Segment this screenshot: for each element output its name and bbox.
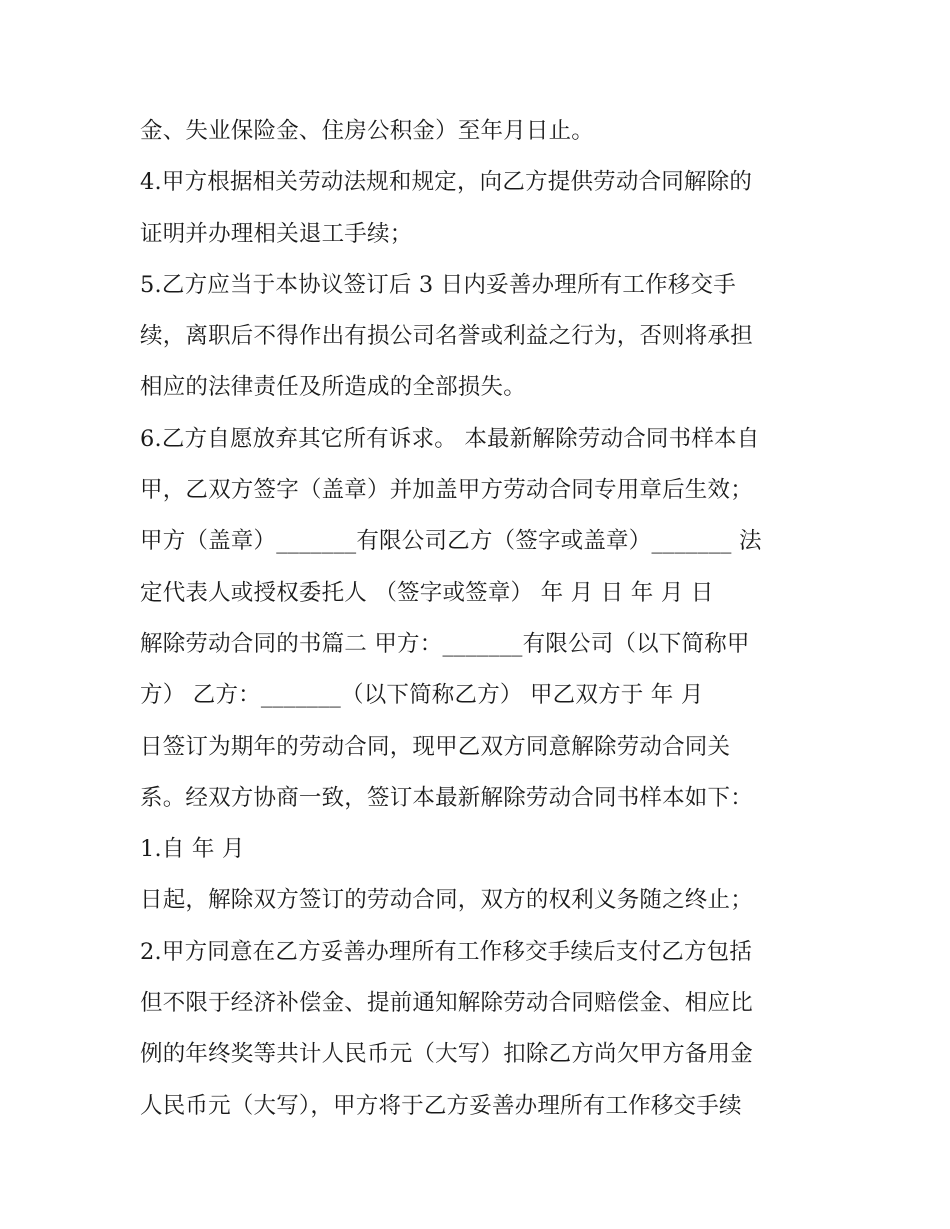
text-line: 6.乙方自愿放弃其它所有诉求。 本最新解除劳动合同书样本自 (140, 425, 760, 452)
text-line: 2.甲方同意在乙方妥善办理所有工作移交手续后支付乙方包括 (140, 938, 753, 965)
text-line: 定代表人或授权委托人 （签字或签章） 年 月 日 年 月 日 (140, 579, 714, 606)
text-line: 解除劳动合同的书篇二 甲方：_______有限公司（以下简称甲 (140, 630, 750, 657)
text-line: 但不限于经济补偿金、提前通知解除劳动合同赔偿金、相应比 (140, 990, 753, 1017)
document-body (140, 106, 840, 1132)
text-line: 甲，乙双方签字（盖章）并加盖甲方劳动合同专用章后生效； (140, 477, 753, 504)
text-line: 金、失业保险金、住房公积金）至年月日止。 (140, 118, 595, 144)
text-line: 续，离职后不得作出有损公司名誉或利益之行为，否则将承担 (140, 323, 753, 350)
text-line: 甲方（盖章）_______有限公司乙方（签字或盖章）_______ 法 (140, 528, 762, 555)
text-line: 系。经双方协商一致，签订本最新解除劳动合同书样本如下： (140, 784, 753, 811)
text-line: 相应的法律责任及所造成的全部损失。 (140, 374, 526, 401)
text-line: 人民币元（大写），甲方将于乙方妥善办理所有工作移交手续 (140, 1092, 742, 1119)
text-line: 例的年终奖等共计人民币元（大写）扣除乙方尚欠甲方备用金 (140, 1041, 753, 1068)
text-line: 5.乙方应当于本协议签订后 3 日内妥善办理所有工作移交手 (140, 271, 736, 298)
text-line: 证明并办理相关退工手续； (140, 220, 413, 247)
text-line: 4.甲方根据相关劳动法规和规定，向乙方提供劳动合同解除的 (140, 169, 753, 196)
text-line: 日起，解除双方签订的劳动合同，双方的权利义务随之终止； (140, 887, 753, 914)
text-line: 1.自 年 月 (140, 836, 245, 863)
text-line: 方） 乙方：_______（以下简称乙方） 甲乙双方于 年 月 (140, 682, 704, 709)
text-line: 日签订为期年的劳动合同，现甲乙双方同意解除劳动合同关 (140, 733, 731, 760)
